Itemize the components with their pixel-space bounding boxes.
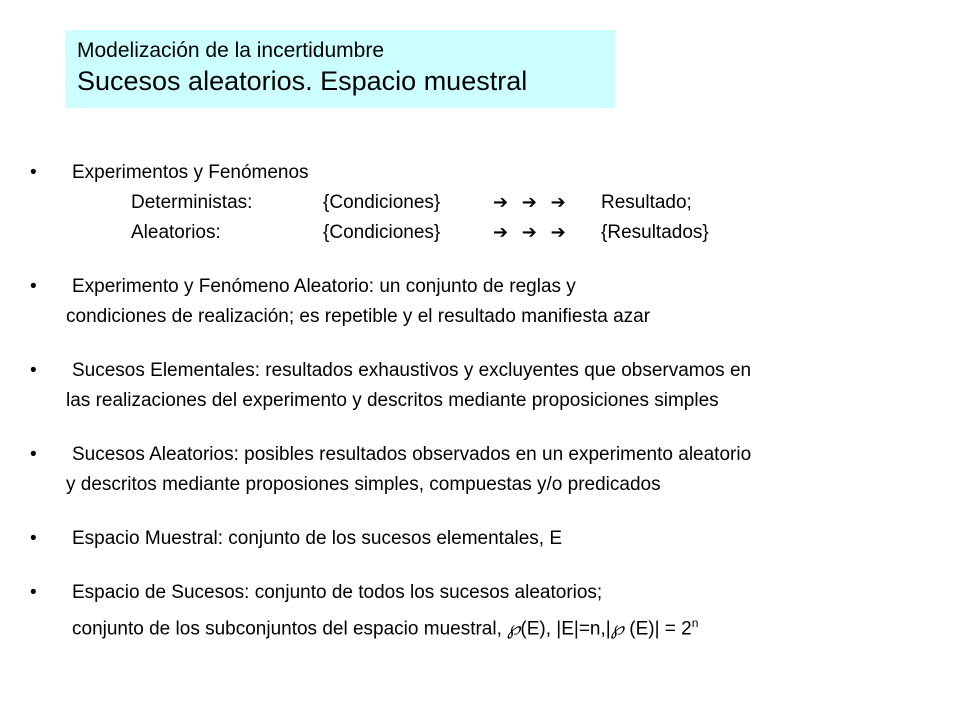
spacer — [30, 554, 950, 578]
deterministic-conditions: {Condiciones} — [323, 192, 441, 213]
experiments-heading: Experimentos y Fenómenos — [72, 162, 309, 183]
elementary-events-text: Sucesos Elementales: resultados exhaustivos y excluyentes que observamos en — [72, 360, 752, 381]
spacer — [30, 500, 950, 524]
bullet-random-experiment — [30, 272, 950, 302]
random-label: Aleatorios: — [131, 222, 221, 243]
arrow-icons: ➔ ➔ ➔ — [493, 192, 570, 213]
power-set-icon: ℘ — [507, 617, 521, 640]
power-set-icon: ℘ — [610, 617, 624, 640]
event-space-part-a: conjunto de los subconjuntos del espacio muestral, — [72, 618, 502, 640]
bullet-sample-space — [30, 524, 950, 554]
bullet-icon: • — [30, 162, 37, 183]
event-space-text: Espacio de Sucesos: conjunto de todos los sucesos aleatorios; — [72, 582, 603, 603]
bullet-icon: • — [30, 444, 37, 465]
spacer — [30, 248, 950, 272]
sample-space-text: Espacio Muestral: conjunto de los sucesos elementales, E — [72, 528, 563, 549]
spacer — [30, 416, 950, 440]
event-space-part-b: (E), |E|=n,| — [520, 618, 611, 640]
exponent: n — [691, 616, 699, 630]
random-experiment-text-cont: condiciones de realización; es repetible y el resultado manifiesta azar — [66, 306, 651, 327]
arrow-icons: ➔ ➔ ➔ — [493, 222, 570, 243]
title-box — [65, 30, 615, 108]
slide-title: Sucesos aleatorios. Espacio muestral — [77, 66, 528, 96]
bullet-experiments — [30, 158, 950, 188]
bullet-elementary-events — [30, 356, 950, 386]
bullet-event-space — [30, 578, 950, 608]
elementary-events-text-cont: las realizaciones del experimento y descritos mediante proposiciones simples — [66, 390, 719, 411]
random-conditions: {Condiciones} — [323, 222, 441, 243]
random-events-text-cont: y descritos mediante proposiones simples, compuestas y/o predicados — [66, 474, 661, 495]
random-results: {Resultados} — [601, 222, 709, 243]
bullet-icon: • — [30, 360, 37, 381]
random-row — [30, 218, 950, 248]
bullet-icon: • — [30, 528, 37, 549]
bullet-icon: • — [30, 582, 37, 603]
subject-title: Modelización de la incertidumbre — [77, 39, 384, 62]
spacer — [30, 332, 950, 356]
random-experiment-text: Experimento y Fenómeno Aleatorio: un conjunto de reglas y — [72, 276, 576, 297]
deterministic-label: Deterministas: — [131, 192, 253, 213]
random-events-text: Sucesos Aleatorios: posibles resultados observados en un experimento aleatorio — [72, 444, 752, 465]
bullet-icon: • — [30, 276, 37, 297]
bullet-random-events — [30, 440, 950, 470]
deterministic-row — [30, 188, 950, 218]
event-space-part-c: (E)| = 2 — [629, 618, 692, 640]
slide-content — [30, 158, 950, 644]
event-space-text-cont — [30, 608, 950, 644]
deterministic-result: Resultado; — [601, 192, 692, 213]
